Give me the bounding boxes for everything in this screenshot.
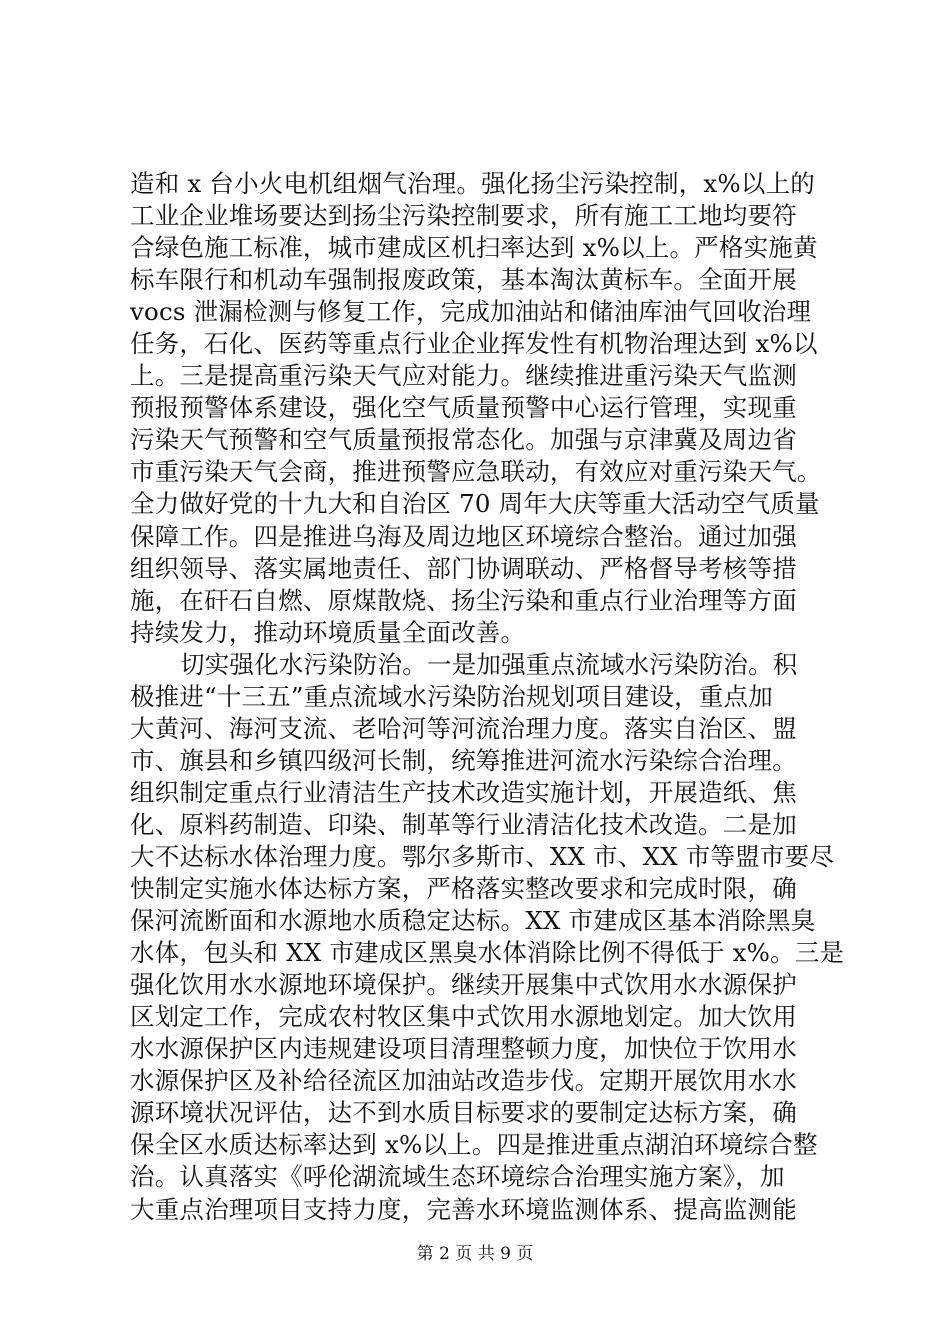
text-line: 上。三是提高重污染天气应对能力。继续推进重污染天气监测 — [130, 361, 797, 391]
text-line: 施，在矸石自燃、原煤散烧、扬尘污染和重点行业治理等方面 — [130, 585, 797, 615]
page-number-footer: 第 2 页 共 9 页 — [416, 1244, 534, 1264]
text-line: 保全区水质达标率达到 x%以上。四是推进重点湖泊环境综合整 — [130, 1130, 818, 1160]
text-line: 大重点治理项目支持力度，完善水环境监测体系、提高监测能 — [130, 1194, 797, 1224]
text-line: 污染天气预警和空气质量预报常态化。加强与京津冀及周边省 — [130, 425, 797, 455]
text-line: 工业企业堆场要达到扬尘污染控制要求，所有施工工地均要符 — [130, 201, 797, 231]
text-line: 水水源保护区内违规建设项目清理整顿力度，加快位于饮用水 — [130, 1034, 797, 1064]
text-line: 保河流断面和水源地水质稳定达标。XX 市建成区基本消除黑臭 — [130, 906, 816, 936]
text-line: 组织制定重点行业清洁生产技术改造实施计划，开展造纸、焦 — [130, 777, 797, 807]
text-line: 合绿色施工标准，城市建成区机扫率达到 x%以上。严格实施黄 — [130, 233, 818, 263]
text-line: 强化饮用水水源地环境保护。继续开展集中式饮用水水源保护 — [130, 970, 797, 1000]
text-line: 水体，包头和 XX 市建成区黑臭水体消除比例不得低于 x%。三是 — [130, 938, 845, 968]
text-line: 全力做好党的十九大和自治区 70 周年大庆等重大活动空气质量 — [130, 489, 820, 519]
body-text — [130, 168, 845, 1226]
text-line: 标车限行和机动车强制报废政策，基本淘汰黄标车。全面开展 — [130, 265, 797, 295]
text-line: 组织领导、落实属地责任、部门协调联动、严格督导考核等措 — [130, 553, 797, 583]
text-line: 大不达标水体治理力度。鄂尔多斯市、XX 市、XX 市等盟市要尽 — [130, 841, 835, 871]
text-line: 大黄河、海河支流、老哈河等河流治理力度。落实自治区、盟 — [130, 713, 797, 743]
text-line: 源环境状况评估，达不到水质目标要求的要制定达标方案，确 — [130, 1098, 797, 1128]
text-line: 水源保护区及补给径流区加油站改造步伐。定期开展饮用水水 — [130, 1066, 797, 1096]
text-line: 市、旗县和乡镇四级河长制，统筹推进河流水污染综合治理。 — [130, 745, 797, 775]
text-line: 保障工作。四是推进乌海及周边地区环境综合整治。通过加强 — [130, 521, 797, 551]
text-line: 区划定工作，完成农村牧区集中式饮用水源地划定。加大饮用 — [130, 1002, 797, 1032]
text-line: 造和 x 台小火电机组烟气治理。强化扬尘污染控制，x%以上的 — [130, 169, 815, 198]
text-line: vocs 泄漏检测与修复工作，完成加油站和储油库油气回收治理 — [130, 297, 812, 327]
paragraph-start-line: 切实强化水污染防治。一是加强重点流域水污染防治。积 — [180, 649, 798, 679]
text-line: 市重污染天气会商，推进预警应急联动，有效应对重污染天气。 — [130, 457, 822, 487]
text-line: 治。认真落实《呼伦湖流域生态环境综合治理实施方案》，加 — [130, 1162, 785, 1192]
text-line: 极推进“十三五”重点流域水污染防治规划项目建设，重点加 — [130, 681, 773, 711]
text-line: 快制定实施水体达标方案，严格落实整改要求和完成时限，确 — [130, 874, 797, 904]
text-line: 化、原料药制造、印染、制革等行业清洁化技术改造。二是加 — [130, 809, 797, 839]
text-line: 预报预警体系建设，强化空气质量预警中心运行管理，实现重 — [130, 393, 797, 423]
text-line: 任务，石化、医药等重点行业企业挥发性有机物治理达到 x%以 — [130, 329, 818, 359]
text-line: 持续发力，推动环境质量全面改善。 — [130, 617, 526, 647]
